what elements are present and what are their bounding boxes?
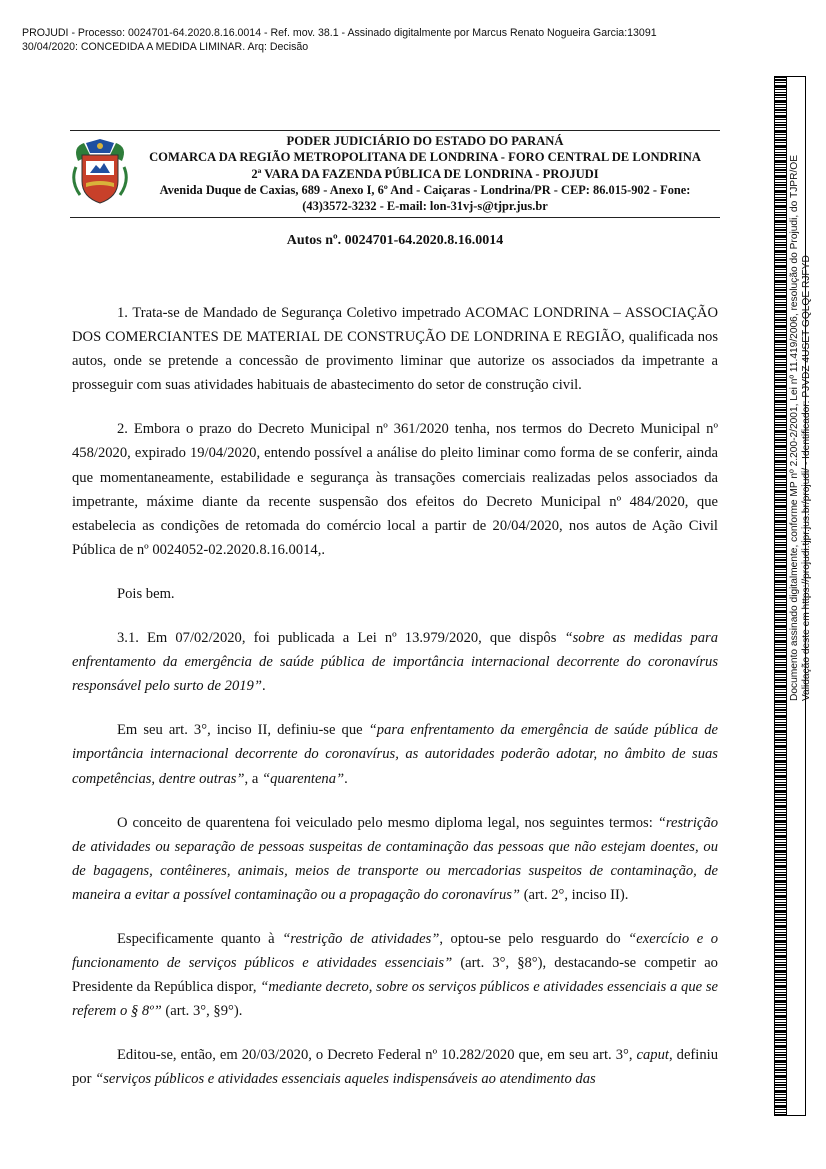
parana-coat-of-arms-icon	[70, 137, 130, 207]
paragraph-8-mid: , definiu por	[72, 1047, 718, 1088]
paragraph-2: 2. Embora o prazo do Decreto Municipal nº 361/2020 tenha, nos termos do Decreto Municipal nº 458/2020, expirado 19/04/2020, entendo possível a análise do pleito liminar como forma de se conferir, ainda que momentaneamente, estabilidade e segurança às transações comerciais realizadas pelos associados da impetrante, máxime diante da recente suspensão dos efeitos do Decreto Municipal nº 484/2020, que estabelecia as condições de retomada do comércio local a partir de 20/04/2020, nos autos de Ação Civil Pública de nº 0024052-02.2020.8.16.0014,.	[72, 421, 718, 558]
paragraph-6-quote: “restrição de atividades ou separação de pessoas suspeitas de contaminação das pessoas que não estejam doentes, ou de bagagens, contêineres, animais, meios de transporte ou mercadorias suspeitos de contaminação, de maneira a evitar a possível contaminação ou a propagação do coronavírus”	[72, 814, 718, 903]
paragraph-7-quote: “restrição de atividades”	[282, 930, 440, 947]
paragraph-6-text: O conceito de quarentena foi veiculado pelo mesmo diploma legal, nos seguintes termos:	[117, 814, 658, 831]
court-name: PODER JUDICIÁRIO DO ESTADO DO PARANÁ	[286, 134, 564, 148]
letterhead-text	[130, 133, 720, 214]
paragraph-5-mid: , a	[244, 770, 262, 787]
paragraph-4-text: 3.1. Em 07/02/2020, foi publicada a Lei nº 13.979/2020, que dispôs	[117, 630, 565, 647]
decision-body	[72, 301, 718, 1112]
signature-stamp-text	[789, 81, 813, 701]
paragraph-4-quote: “sobre as medidas para enfrentamento da emergência de saúde pública de importância internacional decorrente do coronavírus responsável pelo surto de 2019”	[72, 630, 718, 695]
court-address: Avenida Duque de Caxias, 689 - Anexo I, 6º And - Caiçaras - Londrina/PR - CEP: 86.015-902 - Fone:	[159, 182, 691, 197]
paragraph-7-quote-2: “exercício e o funcionamento de serviços públicos e atividades essenciais”	[72, 930, 718, 972]
projudi-header-line2: 30/04/2020: CONCEDIDA A MEDIDA LIMINAR. Arq: Decisão	[22, 41, 309, 53]
stamp-line-1: Documento assinado digitalmente, conforme MP nº 2.200-2/2001, Lei nº 11.419/2006, resolução do Projudi, do TJPR/OE	[789, 154, 800, 701]
paragraph-4	[72, 626, 718, 698]
projudi-header-line1: PROJUDI - Processo: 0024701-64.2020.8.16.0014 - Ref. mov. 38.1 - Assinado digitalmente por Marcus Renato Nogueira Garcia:13091	[22, 27, 657, 39]
paragraph-7-text: Especificamente quanto à	[117, 930, 283, 947]
paragraph-1: 1. Trata-se de Mandado de Segurança Coletivo impetrado ACOMAC LONDRINA – ASSOCIAÇÃO DOS COMERCIANTES DE MATERIAL DE CONSTRUÇÃO DE LONDRINA E REGIÃO, qualificada nos autos, onde se pretende a concessão de provimento liminar que autorize os associados da impetrante a prosseguir com suas atividades habituais de abastecimento do setor de construção civil.	[72, 305, 718, 394]
stamp-line-2: Validação deste em https://projudi.tjpr.jus.br/projudi/ - Identificador: PJVDZ 4USET GQLQE RJFYD	[801, 255, 812, 701]
paragraph-5	[72, 718, 718, 790]
paragraph-7-end: (art. 3°, §9°).	[161, 1003, 243, 1020]
paragraph-3: Pois bem.	[117, 585, 175, 602]
paragraph-7-mid-2: (art. 3°, §8°), destacando-se competir ao Presidente da República dispor,	[72, 955, 718, 996]
paragraph-5-end: .	[344, 770, 348, 787]
court-letterhead	[70, 130, 720, 218]
paragraph-5-text: Em seu art. 3°, inciso II, definiu-se que	[117, 722, 369, 739]
projudi-header	[22, 26, 722, 54]
paragraph-8-quote: “serviços públicos e atividades essenciais aqueles indispensáveis ao atendimento das	[95, 1071, 596, 1088]
court-contact: (43)3572-3232 - E-mail: lon-31vj-s@tjpr.jus.br	[302, 199, 548, 214]
barcode-icon	[775, 77, 787, 1115]
paragraph-7	[72, 927, 718, 1023]
paragraph-5-quote-2: “quarentena”	[261, 770, 345, 787]
paragraph-6	[72, 811, 718, 907]
paragraph-5-quote: “para enfrentamento da emergência de saúde pública de importância internacional decorrente do coronavírus, as autoridades poderão adotar, no âmbito de suas competências, dentre outras”	[72, 722, 718, 787]
paragraph-7-quote-3: “mediante decreto, sobre os serviços públicos e atividades essenciais a que se referem o § 8º”	[72, 979, 718, 1020]
case-number: Autos nº. 0024701-64.2020.8.16.0014	[286, 233, 504, 248]
paragraph-8-text: Editou-se, então, em 20/03/2020, o Decreto Federal nº 10.282/2020 que, em seu art. 3°,	[117, 1047, 637, 1064]
paragraph-8-caput: caput	[636, 1047, 669, 1064]
digital-signature-stamp	[774, 76, 812, 1116]
paragraph-7-mid: , optou-se pelo resguardo do	[439, 930, 629, 947]
paragraph-4-end: .	[261, 678, 266, 695]
vara-name: 2ª VARA DA FAZENDA PÚBLICA DE LONDRINA - PROJUDI	[251, 166, 599, 181]
comarca-name: COMARCA DA REGIÃO METROPOLITANA DE LONDRINA - FORO CENTRAL DE LONDRINA	[149, 150, 701, 165]
paragraph-6-end: (art. 2°, inciso II).	[520, 886, 629, 903]
paragraph-8	[72, 1043, 718, 1091]
